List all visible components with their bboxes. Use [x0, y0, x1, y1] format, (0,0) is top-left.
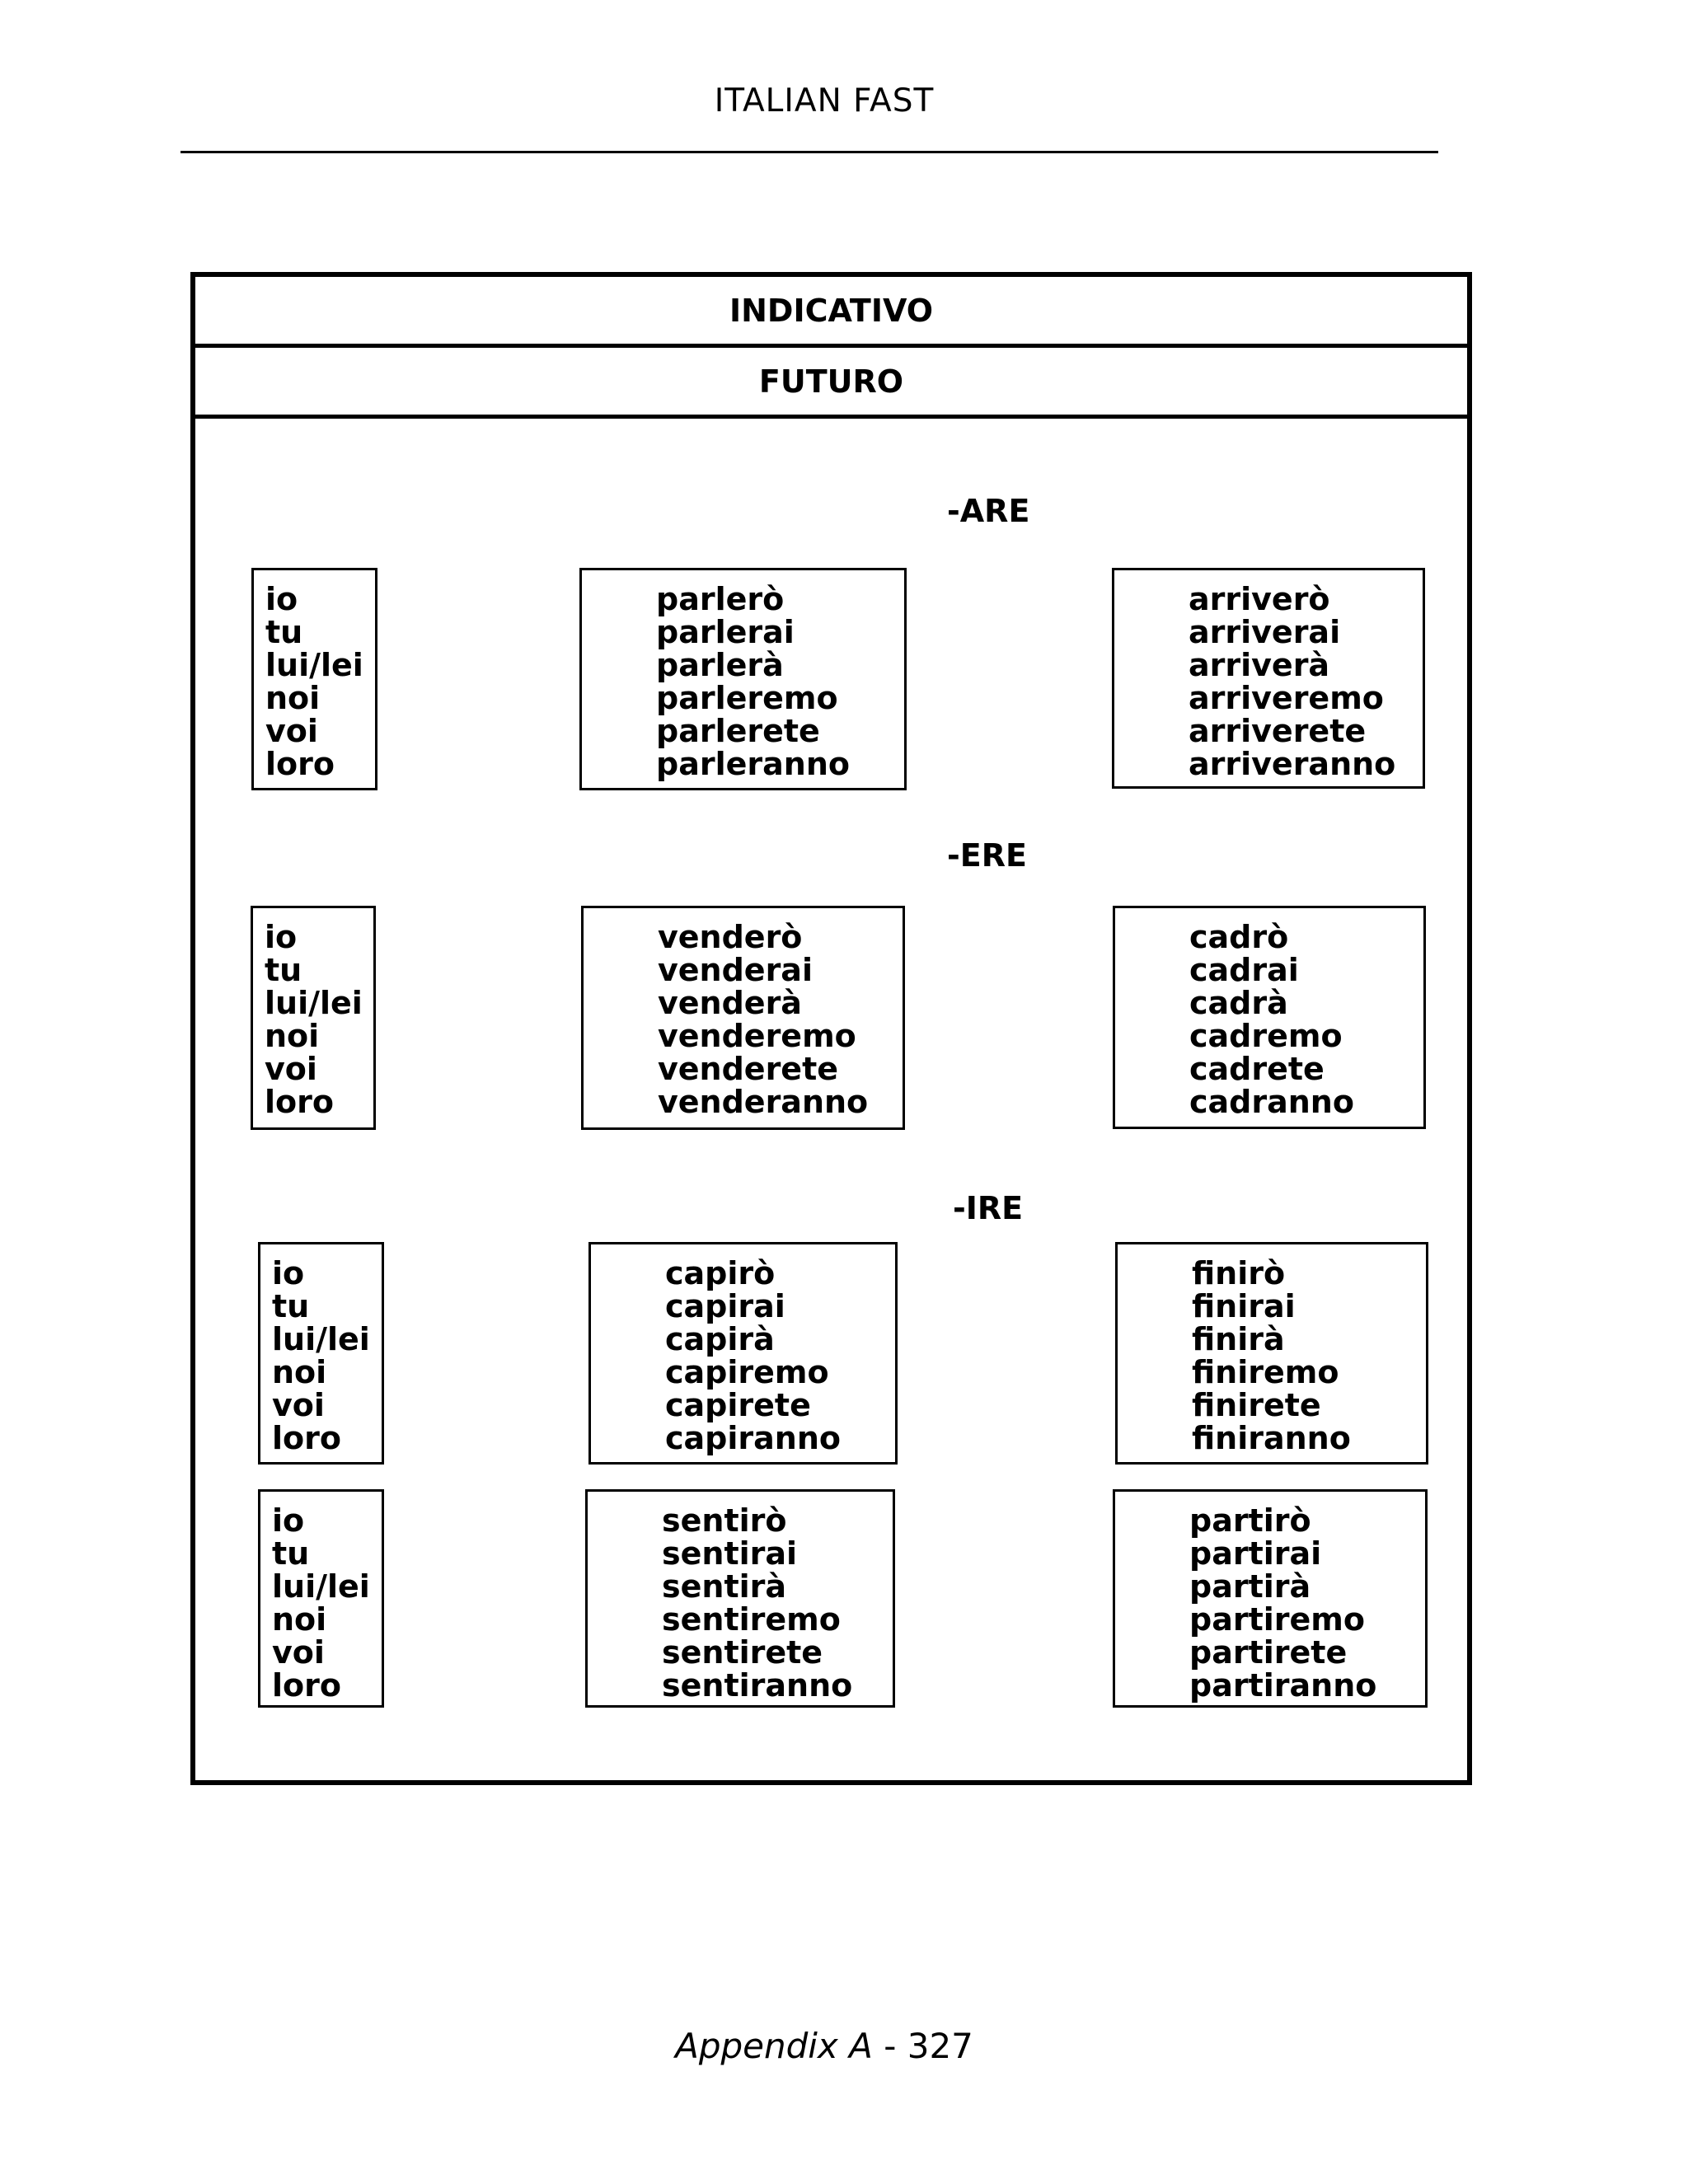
pronoun: tu: [265, 614, 303, 650]
table-title: INDICATIVO: [195, 277, 1467, 348]
pronoun-box: [258, 1489, 384, 1708]
verb-form: cadrete: [1189, 1051, 1325, 1087]
conjugation-table: [190, 272, 1472, 1785]
verb-form: cadremo: [1189, 1018, 1343, 1054]
group-label: -IRE: [953, 1190, 1024, 1226]
verb-form: finirò: [1192, 1255, 1286, 1291]
pronoun: loro: [272, 1667, 341, 1704]
verb-form: sentirà: [662, 1568, 787, 1605]
pronoun: noi: [272, 1354, 327, 1390]
conjugation-box-right: [1113, 906, 1426, 1129]
pronoun: tu: [272, 1288, 310, 1324]
verb-form: finirai: [1192, 1288, 1296, 1324]
pronoun: voi: [265, 713, 318, 749]
footer-section: Appendix A: [675, 2026, 873, 2066]
pronoun: io: [265, 919, 298, 955]
verb-form: parleremo: [656, 680, 838, 716]
verb-form: parlerai: [656, 614, 795, 650]
verb-form: capirete: [665, 1387, 811, 1423]
verb-form: capiremo: [665, 1354, 829, 1390]
pronoun-box: [258, 1242, 384, 1465]
verb-form: capirà: [665, 1321, 775, 1357]
conjugation-box-right: [1112, 568, 1425, 789]
verb-form: capirai: [665, 1288, 785, 1324]
verb-form: venderemo: [658, 1018, 856, 1054]
pronoun: loro: [265, 1084, 334, 1120]
verb-form: sentiranno: [662, 1667, 853, 1704]
verb-form: parlerò: [656, 581, 785, 617]
verb-form: cadrò: [1189, 919, 1289, 955]
conjugation-box-left: [588, 1242, 898, 1465]
pronoun: voi: [272, 1387, 325, 1423]
verb-form: venderanno: [658, 1084, 869, 1120]
verb-form: partirete: [1189, 1634, 1348, 1671]
pronoun: io: [265, 581, 298, 617]
conjugation-box-right: [1115, 1242, 1428, 1465]
verb-form: finirete: [1192, 1387, 1321, 1423]
verb-form: venderà: [658, 985, 802, 1021]
verb-form: arriverete: [1189, 713, 1367, 749]
verb-form: parlerà: [656, 647, 784, 683]
verb-form: finiremo: [1192, 1354, 1339, 1390]
pronoun: tu: [265, 952, 302, 988]
verb-form: cadrà: [1189, 985, 1288, 1021]
pronoun: loro: [272, 1420, 341, 1456]
verb-form: partirà: [1189, 1568, 1311, 1605]
pronoun: voi: [272, 1634, 325, 1671]
pronoun: noi: [265, 1018, 320, 1054]
pronoun: loro: [265, 746, 335, 782]
pronoun: noi: [265, 680, 321, 716]
verb-form: capiranno: [665, 1420, 841, 1456]
verb-form: finiranno: [1192, 1420, 1351, 1456]
verb-form: partiranno: [1189, 1667, 1377, 1704]
verb-form: arriveremo: [1189, 680, 1384, 716]
page-footer: [0, 2026, 1648, 2066]
group-label: -ERE: [947, 837, 1027, 874]
page-number: 327: [907, 2026, 973, 2066]
verb-form: arriverà: [1189, 647, 1330, 683]
verb-form: arriverai: [1189, 614, 1341, 650]
verb-form: finirà: [1192, 1321, 1285, 1357]
pronoun: lui/lei: [272, 1321, 370, 1357]
pronoun: lui/lei: [272, 1568, 370, 1605]
conjugation-box-left: [581, 906, 905, 1130]
pronoun: lui/lei: [265, 647, 363, 683]
pronoun-box: [251, 568, 377, 790]
pronoun: voi: [265, 1051, 317, 1087]
verb-form: sentirò: [662, 1502, 787, 1539]
verb-form: sentiremo: [662, 1601, 841, 1638]
verb-form: capirò: [665, 1255, 776, 1291]
verb-form: parleranno: [656, 746, 850, 782]
verb-form: venderò: [658, 919, 803, 955]
conjugation-box-left: [585, 1489, 895, 1708]
verb-form: parlerete: [656, 713, 820, 749]
verb-form: cadrai: [1189, 952, 1299, 988]
header-rule: [181, 151, 1438, 153]
pronoun: io: [272, 1255, 305, 1291]
conjugation-box-left: [579, 568, 907, 790]
verb-form: venderai: [658, 952, 813, 988]
conjugation-box-right: [1113, 1489, 1428, 1708]
footer-separator: -: [872, 2026, 907, 2066]
verb-form: partirai: [1189, 1535, 1322, 1572]
pronoun-box: [251, 906, 376, 1130]
running-head: ITALIAN FAST: [714, 82, 935, 120]
verb-form: venderete: [658, 1051, 839, 1087]
verb-form: partirò: [1189, 1502, 1311, 1539]
verb-form: cadranno: [1189, 1084, 1354, 1120]
pronoun: lui/lei: [265, 985, 363, 1021]
pronoun: io: [272, 1502, 305, 1539]
verb-form: partiremo: [1189, 1601, 1365, 1638]
pronoun: tu: [272, 1535, 310, 1572]
verb-form: sentirete: [662, 1634, 823, 1671]
pronoun: noi: [272, 1601, 327, 1638]
verb-form: arriveranno: [1189, 746, 1396, 782]
table-subtitle: FUTURO: [195, 348, 1467, 419]
verb-form: sentirai: [662, 1535, 798, 1572]
verb-form: arriverò: [1189, 581, 1330, 617]
group-label: -ARE: [947, 493, 1030, 529]
